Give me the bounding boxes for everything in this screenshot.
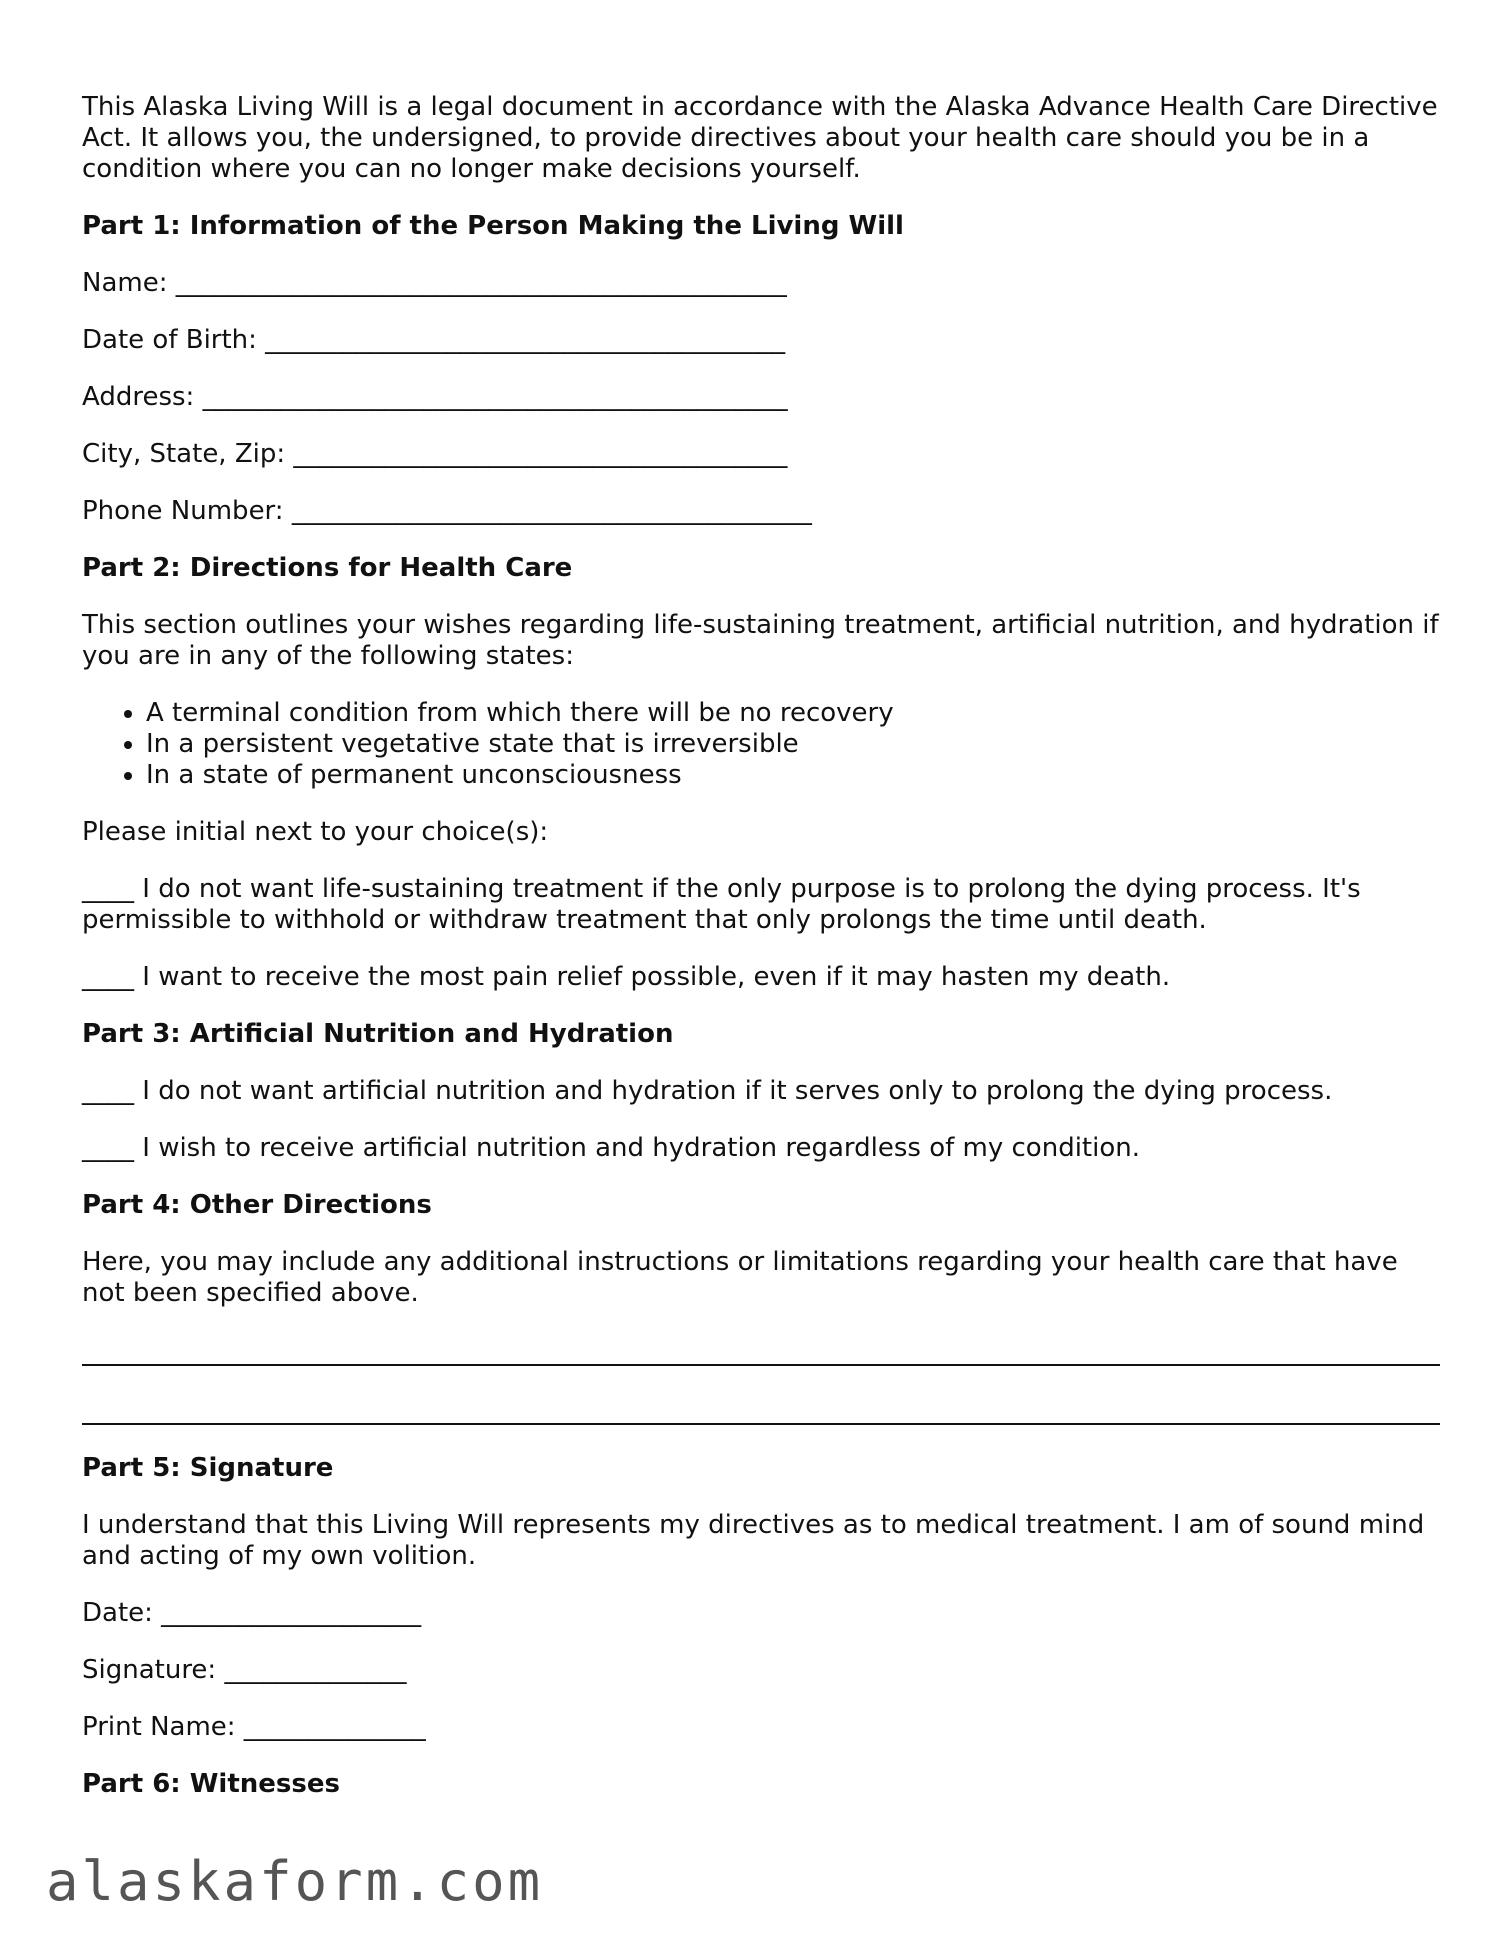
part6-heading: Part 6: Witnesses	[82, 1769, 340, 1799]
signature-field[interactable]: Signature: ______________	[82, 1655, 407, 1685]
other-directions-line-2[interactable]	[82, 1394, 1440, 1425]
part3-heading: Part 3: Artificial Nutrition and Hydration	[82, 1019, 674, 1049]
intro-paragraph: This Alaska Living Will is a legal document in accordance with the Alaska Advance Health Care Directive Act. It allows you, the undersigned, to provide directives about your health care should you be in a condition where you can no longer make decisions yourself.	[82, 92, 1438, 184]
choice-no-artificial-nutrition[interactable]: ____ I do not want artificial nutrition and hydration if it serves only to prolong the dying process.	[82, 1076, 1333, 1106]
list-item: • In a persistent vegetative state that is irreversible	[146, 729, 1442, 760]
date-of-birth-field[interactable]: Date of Birth: ________________________________________	[82, 325, 786, 355]
choice-no-life-sustaining[interactable]: ____ I do not want life-sustaining treatment if the only purpose is to prolong the dying process. It's permissible to withhold or withdraw treatment that only prolongs the time until death.	[82, 874, 1361, 935]
phone-number-field[interactable]: Phone Number: ________________________________________	[82, 496, 812, 526]
list-item: • A terminal condition from which there will be no recovery	[146, 698, 1442, 729]
site-watermark: alaskaform.com	[46, 1850, 544, 1913]
choice-pain-relief[interactable]: ____ I want to receive the most pain relief possible, even if it may hasten my death.	[82, 962, 1171, 992]
part2-heading: Part 2: Directions for Health Care	[82, 553, 573, 583]
date-field[interactable]: Date: ____________________	[82, 1598, 422, 1628]
part5-heading: Part 5: Signature	[82, 1453, 334, 1483]
print-name-field[interactable]: Print Name: ______________	[82, 1712, 426, 1742]
list-item: • In a state of permanent unconsciousness	[146, 760, 1442, 791]
city-state-zip-field[interactable]: City, State, Zip: ______________________________________	[82, 439, 788, 469]
part2-description: This section outlines your wishes regarding life-sustaining treatment, artificial nutrition, and hydration if you are in any of the following states:	[82, 610, 1439, 671]
conditions-list	[82, 698, 1442, 791]
part1-heading: Part 1: Information of the Person Making the Living Will	[82, 211, 904, 241]
part4-heading: Part 4: Other Directions	[82, 1190, 432, 1220]
signature-statement: I understand that this Living Will represents my directives as to medical treatment. I am of sound mind and acting of my own volition.	[82, 1510, 1425, 1571]
name-field[interactable]: Name: _______________________________________________	[82, 268, 787, 298]
initial-instruction: Please initial next to your choice(s):	[82, 817, 549, 847]
other-directions-line-1[interactable]	[82, 1335, 1440, 1366]
part4-description: Here, you may include any additional instructions or limitations regarding your health care that have not been specified above.	[82, 1247, 1398, 1308]
choice-receive-artificial-nutrition[interactable]: ____ I wish to receive artificial nutrition and hydration regardless of my condition.	[82, 1133, 1140, 1163]
address-field[interactable]: Address: _____________________________________________	[82, 382, 788, 412]
document-page	[82, 92, 1442, 1826]
